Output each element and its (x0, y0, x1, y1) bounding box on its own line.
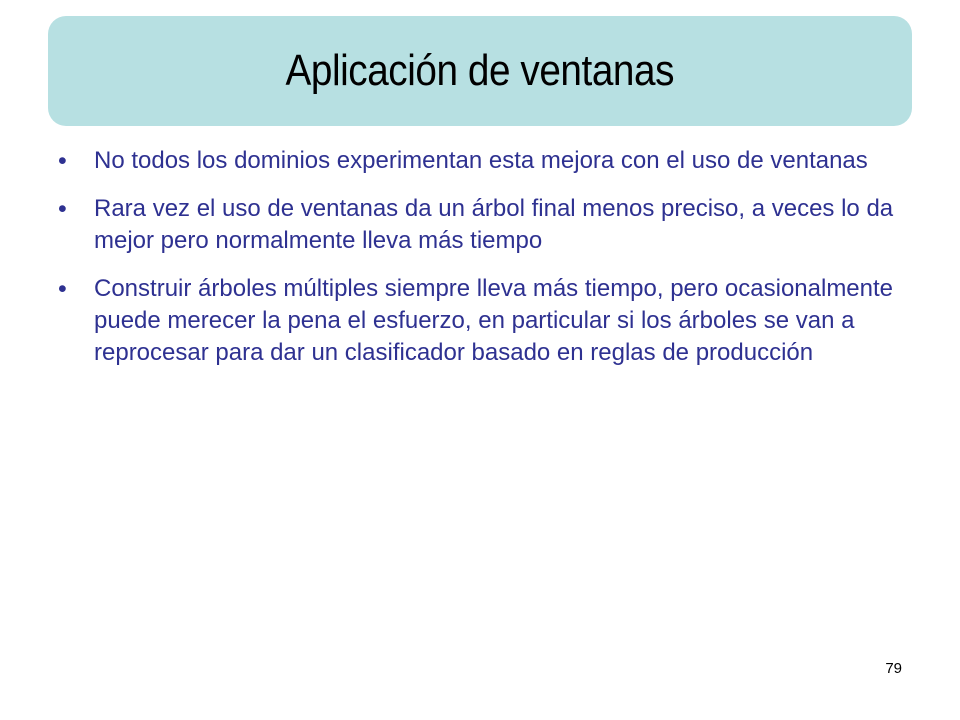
bullet-text: Rara vez el uso de ventanas da un árbol final menos preciso, a veces lo da mejor pero normalmente lleva más tiempo (94, 195, 894, 254)
bullet-item (58, 193, 918, 257)
bullet-icon: • (58, 147, 67, 175)
bullet-list (58, 145, 918, 385)
page-number: 79 (885, 660, 902, 677)
bullet-icon: • (58, 195, 67, 223)
bullet-icon: • (58, 275, 67, 303)
bullet-item (58, 145, 918, 177)
slide-title: Aplicación de ventanas (285, 46, 675, 95)
bullet-item (58, 273, 918, 369)
title-banner (48, 16, 912, 126)
bullet-text: No todos los dominios experimentan esta mejora con el uso de ventanas (94, 147, 868, 174)
bullet-text: Construir árboles múltiples siempre lleva más tiempo, pero ocasionalmente puede merecer la pena el esfuerzo, en particular si los árboles se van a reprocesar para dar un clasificador basado en reglas de producción (94, 275, 894, 366)
